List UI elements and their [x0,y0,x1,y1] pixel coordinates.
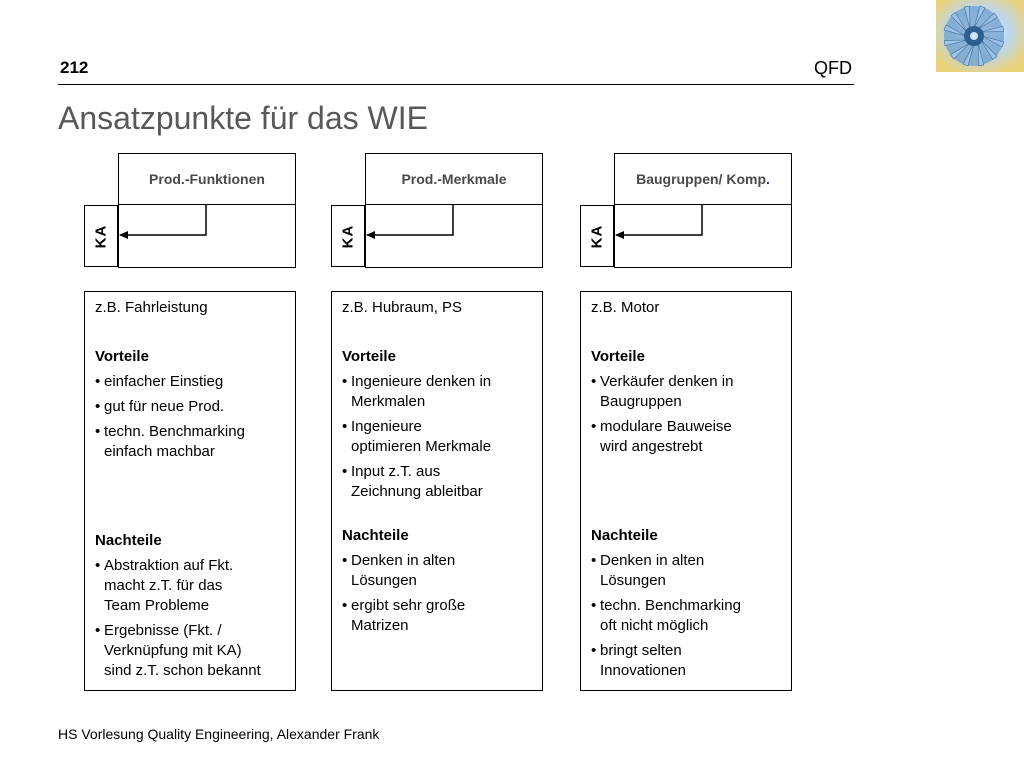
disadvantages-list [342,551,532,636]
matrix-header-label: Prod.-Funktionen [149,171,265,187]
advantages-list [342,372,532,502]
slide-title: Ansatzpunkte für das WIE [58,100,428,136]
advantages-heading: Vorteile [591,348,645,365]
panel-baugruppen [580,291,792,691]
matrix-baugruppen [580,153,796,269]
ka-label: KA [92,224,110,248]
list-item: • techn. Benchmarking oft nicht möglich [591,596,781,636]
disadvantages-list [95,556,285,681]
list-item: • Denken in alten Lösungen [342,551,532,591]
list-item: • modulare Bauweise wird angestrebt [591,417,781,457]
list-item: • gut für neue Prod. [95,397,285,417]
disadvantages-heading: Nachteile [342,527,409,544]
matrix-prod-funktionen [84,153,300,269]
list-item: • Verkäufer denken in Baugruppen [591,372,781,412]
panel-example: z.B. Motor [591,299,660,316]
slide-topic: QFD [814,58,852,78]
matrix-header-label: Baugruppen/ Komp [636,171,766,187]
relation-arrow [331,153,547,269]
slide-footer: HS Vorlesung Quality Engineering, Alexander Frank [58,726,380,742]
list-item: • Input z.T. aus Zeichnung ableitbar [342,462,532,502]
matrix-header-suffix: . [766,171,770,187]
list-item: • bringt selten Innovationen [591,641,781,681]
list-item: • einfacher Einstieg [95,372,285,392]
panel-prod-funktionen [84,291,296,691]
list-item: • Abstraktion auf Fkt. macht z.T. für das Team Probleme [95,556,285,616]
list-item: • ergibt sehr große Matrizen [342,596,532,636]
relation-arrow [580,153,796,269]
list-item: • Denken in alten Lösungen [591,551,781,591]
list-item: • techn. Benchmarking einfach machbar [95,422,285,462]
matrix-prod-merkmale [331,153,547,269]
advantages-list [95,372,285,462]
panel-prod-merkmale [331,291,543,691]
ka-label: KA [339,224,357,248]
list-item: • Ingenieure optimieren Merkmale [342,417,532,457]
advantages-heading: Vorteile [342,348,396,365]
matrix-header-label: Prod.-Merkmale [401,171,507,187]
panel-example: z.B. Hubraum, PS [342,299,463,316]
list-item: • Ingenieure denken in Merkmalen [342,372,532,412]
slide-number: 212 [60,58,89,77]
relation-arrow [84,153,300,269]
advantages-heading: Vorteile [95,348,149,365]
disadvantages-list [591,551,781,681]
disadvantages-heading: Nachteile [591,527,658,544]
advantages-list [591,372,781,457]
disadvantages-heading: Nachteile [95,532,162,549]
header-divider [58,84,854,85]
turbine-logo-icon [936,0,1024,72]
list-item: • Ergebnisse (Fkt. / Verknüpfung mit KA) sind z.T. schon bekannt [95,621,285,681]
panel-example: z.B. Fahrleistung [95,299,208,316]
ka-label: KA [588,224,606,248]
